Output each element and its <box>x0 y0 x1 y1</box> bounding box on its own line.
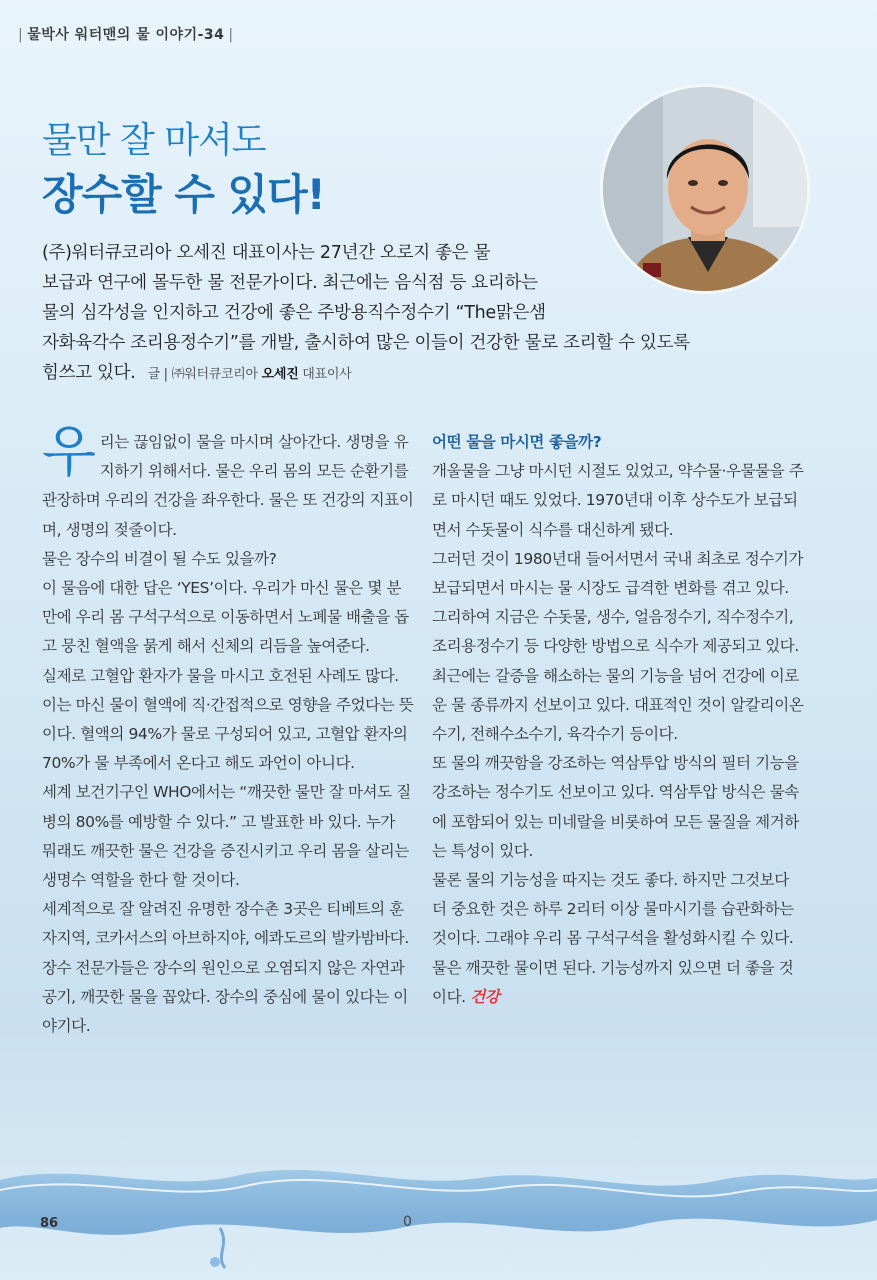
body-paragraph: 개울물을 그냥 마시던 시절도 있었고, 약수물·우물물을 주로 마시던 때도 있었다. 1970년대 이후 상수도가 보급되면서 수돗물이 식수를 대신하게 됐다. <box>432 462 804 539</box>
section-subheading: 어떤 물을 마시면 좋을까? <box>432 433 602 451</box>
body-paragraph: 그러던 것이 1980년대 들어서면서 국내 최초로 정수기가 보급되면서 마시는 물 시장도 급격한 변화를 겪고 있다. 그리하여 지금은 수돗물, 생수, 얼음정수기, 직수정수기, 조리용정수기 등 다양한 방법으로 식수가 제공되고 있다. <box>432 549 804 656</box>
body-paragraph: 실제로 고혈압 환자가 물을 마시고 호전된 사례도 많다. 이는 마신 물이 혈액에 직·간접적으로 영향을 주었다는 뜻이다. 혈액의 94%가 물로 구성되어 있고, 고혈압 환자의 70%가 물 부족에서 온다고 해도 과언이 아니다. <box>42 666 414 773</box>
page-mark: 0 <box>403 1214 412 1230</box>
magazine-logo: 건강 <box>470 987 500 1006</box>
lead-line: 힘쓰고 있다. <box>42 363 136 383</box>
body-paragraph: 세계 보건기구인 WHO에서는 “깨끗한 물만 잘 마셔도 질병의 80%를 예방할 수 있다.” 고 발표한 바 있다. 누가 뭐래도 깨끗한 물은 건강을 증진시키고 우리 몸을 살리는 생명수 역할을 한다 할 것이다. <box>42 783 411 890</box>
divider-bar: | <box>228 27 234 43</box>
body-paragraph: 이 물음에 대한 답은 ‘YES’이다. 우리가 마신 물은 몇 분 만에 우리 몸 구석구석으로 이동하면서 노폐물 배출을 돕고 뭉친 혈액을 묽게 해서 신체의 리듬을 높여준다. <box>42 579 409 656</box>
title-line-1: 물만 잘 마셔도 <box>42 120 266 161</box>
author-credit <box>148 367 352 382</box>
title-line-2: 장수할 수 있다! <box>42 170 325 219</box>
lead-line: 보급과 연구에 몰두한 물 전문가이다. 최근에는 음식점 등 요리하는 <box>42 273 538 293</box>
lead-line: (주)워터큐코리아 오세진 대표이사는 27년간 오로지 좋은 물 <box>42 243 491 263</box>
drop-cap: 우 <box>42 420 96 485</box>
lead-paragraph <box>42 238 802 390</box>
water-wave-illustration <box>0 1150 877 1280</box>
body-paragraph <box>42 420 414 545</box>
body-paragraph: 물은 장수의 비결이 될 수도 있을까? <box>42 549 277 568</box>
credit-prefix: 글 | ㈜워터큐코리아 <box>147 367 258 382</box>
credit-name: 오세진 <box>261 367 299 382</box>
body-paragraph: 또 물의 깨끗함을 강조하는 역삼투압 방식의 필터 기능을 강조하는 정수기도 선보이고 있다. 역삼투압 방식은 물속에 포함되어 있는 미네랄을 비롯하여 모든 물질을 제거하는 특성이 있다. <box>432 754 799 860</box>
divider-bar: | <box>18 27 24 43</box>
paragraph-text: 리는 끊임없이 물을 마시며 살아간다. 생명을 유지하기 위해서다. 물은 우리 몸의 모든 순환기를 관장하며 우리의 건강을 좌우한다. 물은 또 건강의 지표이며, 생명의 젖줄이다. <box>42 433 414 539</box>
lead-line: 자화육각수 조리용정수기”를 개발, 출시하여 많은 이들이 건강한 물로 조리할 수 있도록 <box>42 333 690 353</box>
body-paragraph: 최근에는 갈증을 해소하는 물의 기능을 넘어 건강에 이로운 물 종류까지 선보이고 있다. 대표적인 것이 알칼리이온수기, 전해수소수기, 육각수기 등이다. <box>432 666 804 744</box>
lead-line: 물의 심각성을 인지하고 건강에 좋은 주방용직수정수기 “The맑은샘 <box>42 303 546 323</box>
body-paragraph: 세계적으로 잘 알려진 유명한 장수촌 3곳은 티베트의 훈자지역, 코카서스의 아브하지야, 에콰도르의 발카밤바다. 장수 전문가들은 장수의 원인으로 오염되지 않은 자연과 공기, 깨끗한 물을 꼽았다. 장수의 중심에 물이 있다는 이야기다. <box>42 900 409 1036</box>
lead-last-line <box>42 358 802 390</box>
body-paragraph <box>432 866 804 1012</box>
page-number: 86 <box>40 1216 59 1231</box>
credit-suffix: 대표이사 <box>302 367 352 382</box>
left-column <box>42 420 414 1041</box>
paragraph-text: 물론 물의 기능성을 따지는 것도 좋다. 하지만 그것보다 더 중요한 것은 하루 2리터 이상 물마시기를 습관화하는 것이다. 그래야 우리 몸 구석구석을 활성화시킬 수 있다. 물은 깨끗한 물이면 된다. 기능성까지 있으면 더 좋을 것이다. <box>432 871 794 1006</box>
right-column <box>432 428 804 1012</box>
series-header <box>14 24 238 44</box>
series-title: 물박사 워터맨의 물 이야기-34 <box>27 27 225 43</box>
